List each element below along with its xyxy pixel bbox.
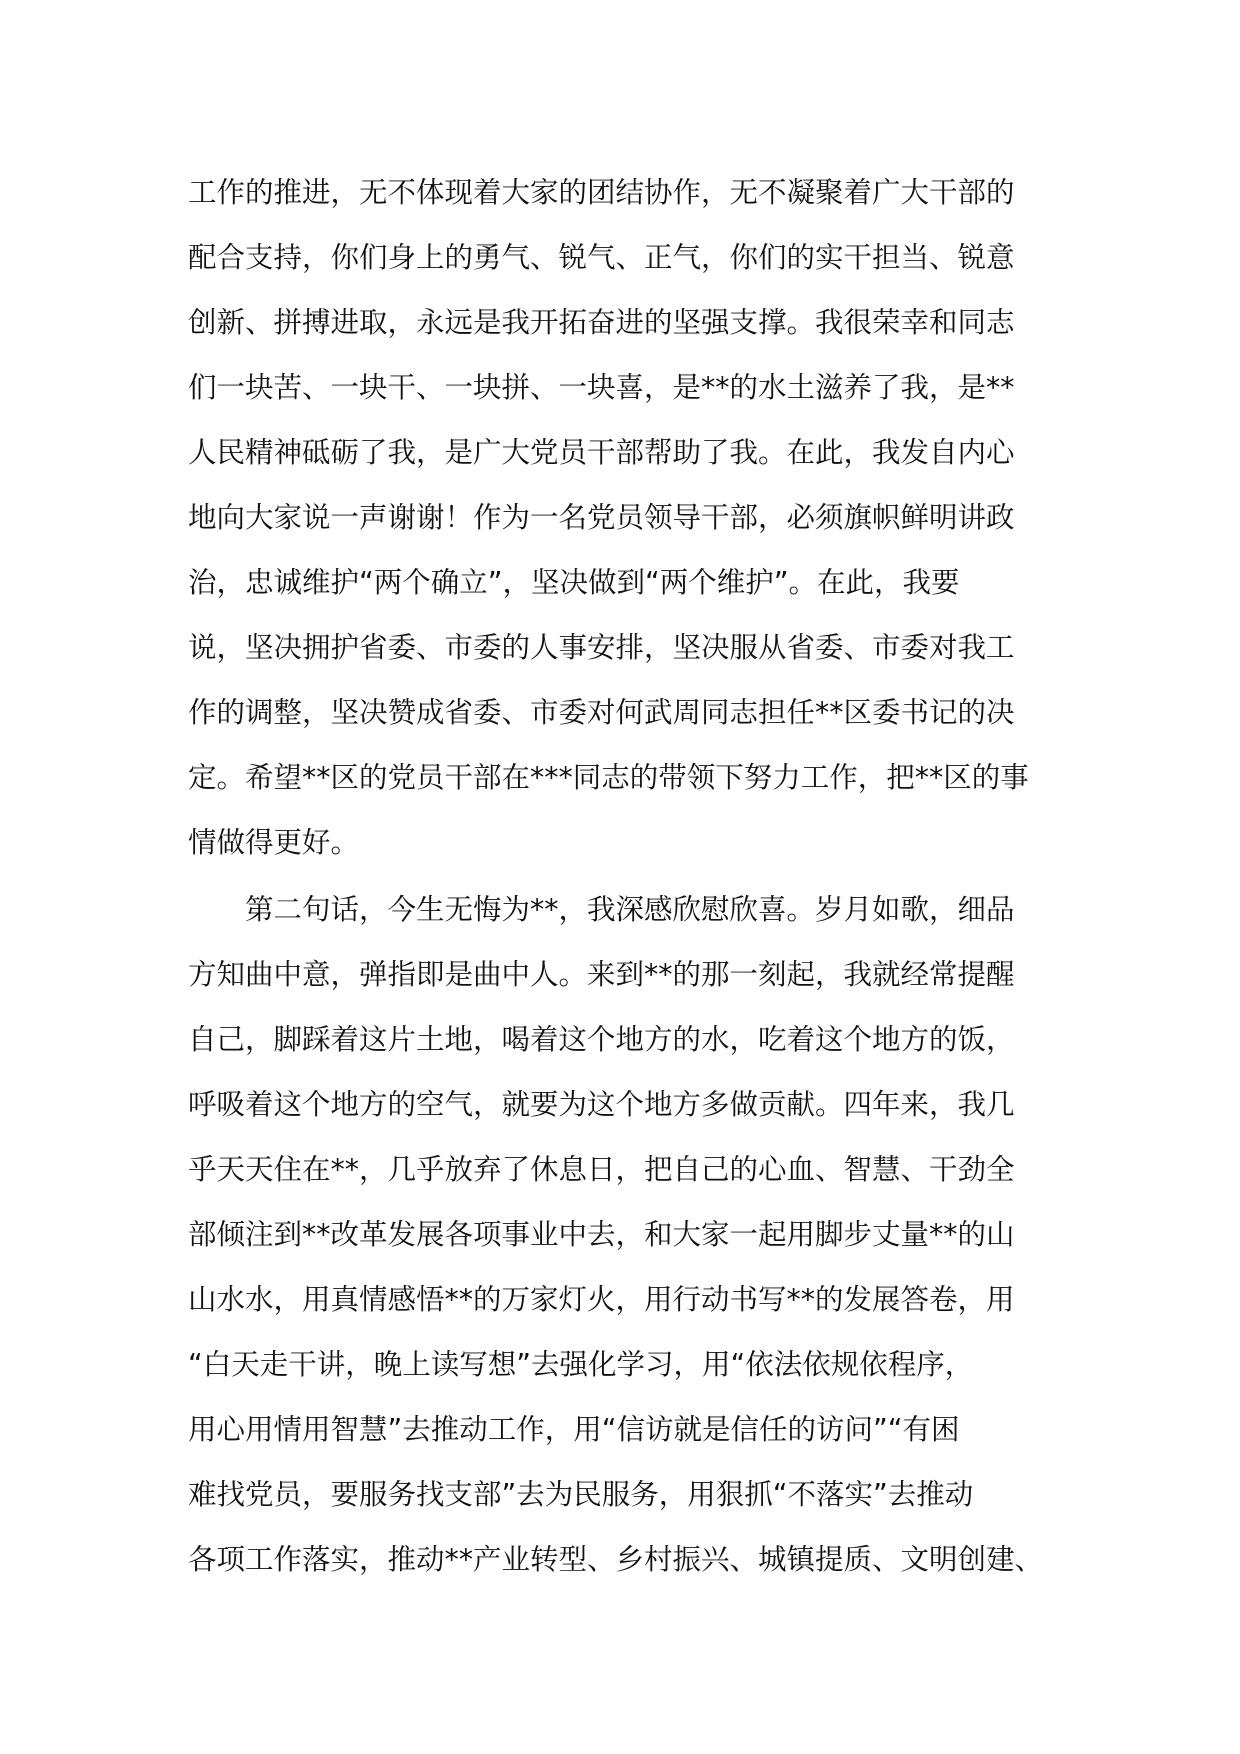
text-line: 自己，脚踩着这片土地，喝着这个地方的水，吃着这个地方的饭， bbox=[188, 1023, 1015, 1056]
text-line: 工作的推进，无不体现着大家的团结协作，无不凝聚着广大干部的 bbox=[188, 176, 1015, 209]
text-line: 定。希望**区的党员干部在***同志的带领下努力工作，把**区的事 bbox=[188, 761, 1029, 794]
text-line: 说，坚决拥护省委、市委的人事安排，坚决服从省委、市委对我工 bbox=[188, 631, 1015, 664]
text-line: 配合支持，你们身上的勇气、锐气、正气，你们的实干担当、锐意 bbox=[188, 241, 1015, 274]
paragraph-2 bbox=[188, 877, 1068, 1592]
text-line: 创新、拼搏进取，永远是我开拓奋进的坚强支撑。我很荣幸和同志 bbox=[188, 306, 1015, 339]
text-line: 部倾注到**改革发展各项事业中去，和大家一起用脚步丈量**的山 bbox=[188, 1218, 1015, 1251]
text-line: 情做得更好。 bbox=[188, 826, 360, 859]
text-line: 各项工作落实，推动**产业转型、乡村振兴、城镇提质、文明创建、 bbox=[188, 1543, 1044, 1576]
paragraph-1 bbox=[188, 160, 1068, 875]
text-line: 们一块苦、一块干、一块拼、一块喜，是**的水土滋养了我，是** bbox=[188, 371, 1015, 404]
text-line: 难找党员，要服务找支部”去为民服务，用狠抓“不落实”去推动 bbox=[188, 1478, 974, 1511]
text-line: 呼吸着这个地方的空气，就要为这个地方多做贡献。四年来，我几 bbox=[188, 1088, 1015, 1121]
text-line: 地向大家说一声谢谢！作为一名党员领导干部，必须旗帜鲜明讲政 bbox=[188, 501, 1015, 534]
text-line: 作的调整，坚决赞成省委、市委对何武周同志担任**区委书记的决 bbox=[188, 696, 1015, 729]
text-line: 治，忠诚维护“两个确立”，坚决做到“两个维护”。在此，我要 bbox=[188, 566, 960, 599]
text-line: “白天走干讲，晚上读写想”去强化学习，用“依法依规依程序， bbox=[188, 1348, 974, 1381]
text-line: 山水水，用真情感悟**的万家灯火，用行动书写**的发展答卷，用 bbox=[188, 1283, 1015, 1316]
text-line: 方知曲中意，弹指即是曲中人。来到**的那一刻起，我就经常提醒 bbox=[188, 958, 1015, 991]
text-line: 人民精神砥砺了我，是广大党员干部帮助了我。在此，我发自内心 bbox=[188, 436, 1015, 469]
text-line: 第二句话，今生无悔为**，我深感欣慰欣喜。岁月如歌，细品 bbox=[245, 893, 1015, 926]
text-line: 用心用情用智慧”去推动工作，用“信访就是信任的访问”“有困 bbox=[188, 1413, 960, 1446]
text-line: 乎天天住在**，几乎放弃了休息日，把自己的心血、智慧、干劲全 bbox=[188, 1153, 1015, 1186]
